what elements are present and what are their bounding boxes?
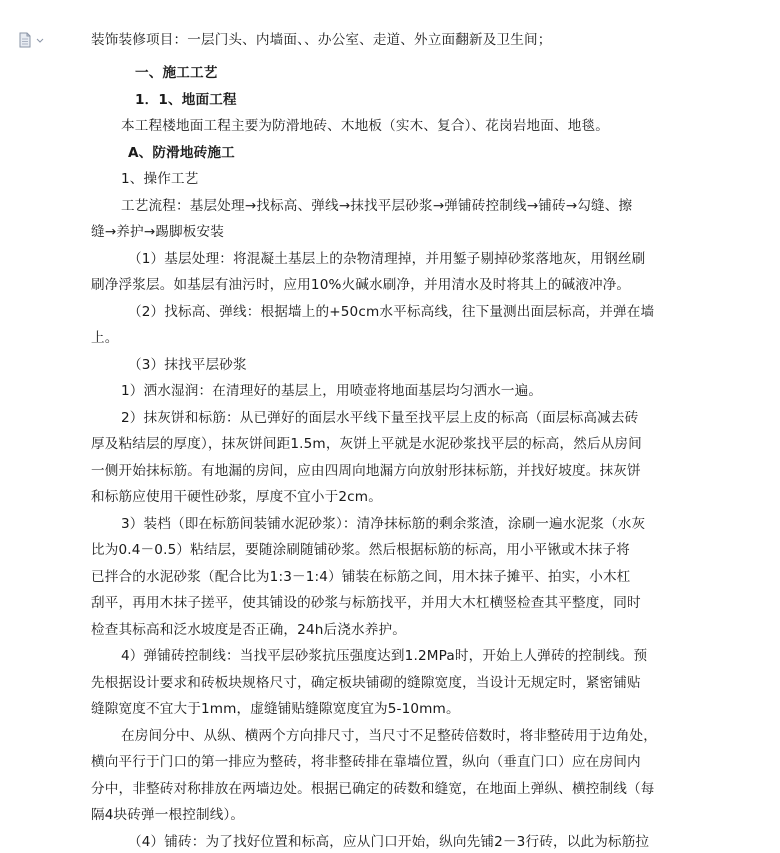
paragraph-line: 工艺流程：基层处理→找标高、弹线→抹找平层砂浆→弹铺砖控制线→铺砖→勾缝、擦	[121, 198, 633, 214]
paragraph-line: 横向平行于门口的第一排应为整砖，将非整砖排在靠墙位置，纵向（垂直门口）应在房间内	[91, 754, 641, 770]
paragraph-line: （2）找标高、弹线：根据墙上的+50cm水平标高线，往下量测出面层标高，并弹在墙	[128, 304, 655, 320]
paragraph-line: 已拌合的水泥砂浆（配合比为1:3－1:4）铺装在标筋之间，用木抹子摊平、拍实，小木杠	[91, 569, 631, 585]
paragraph-line: 3）装档（即在标筋间装铺水泥砂浆）：清净抹标筋的剩余浆渣，涂刷一遍水泥浆（水灰	[121, 516, 646, 532]
paragraph-line: 1）洒水湿润：在清理好的基层上，用喷壶将地面基层均匀洒水一遍。	[121, 383, 543, 399]
paragraph-line: （1）基层处理：将混凝土基层上的杂物清理掉，并用錾子剔掉砂浆落地灰，用钢丝刷	[128, 251, 646, 267]
paragraph-line: 本工程楼地面工程主要为防滑地砖、木地板（实木、复合）、花岗岩地面、地毯。	[121, 118, 609, 134]
paragraph-line: 分中，非整砖对称排放在两墙边处。根据已确定的砖数和缝宽，在地面上弹纵、横控制线（每	[91, 781, 655, 797]
paragraph-line: 缝隙宽度不宜大于1mm，虚缝铺贴缝隙宽度宜为5-10mm。	[91, 701, 460, 717]
paragraph-line: 一侧开始抹标筋。有地漏的房间，应由四周向地漏方向放射形抹标筋，并找好坡度。抹灰饼	[91, 463, 641, 479]
subsection-heading-floor-works: 1．1、地面工程	[135, 92, 237, 108]
paragraph-line: 缝→养护→踢脚板安装	[91, 224, 225, 240]
paragraph-line: 厚及粘结层的厚度），抹灰饼间距1.5m，灰饼上平就是水泥砂浆找平层的标高，然后从房间	[91, 436, 642, 452]
document-icon[interactable]	[18, 32, 48, 48]
paragraph-line: 刮平，再用木抹子搓平，使其铺设的砂浆与标筋找平，并用大木杠横竖检查其平整度，同时	[91, 595, 641, 611]
list-heading-operation: 1、操作工艺	[121, 171, 199, 187]
project-scope-line: 装饰装修项目：一层门头、内墙面、、办公室、走道、外立面翻新及卫生间；	[91, 32, 552, 48]
paragraph-line: 2）抹灰饼和标筋：从已弹好的面层水平线下量至找平层上皮的标高（面层标高减去砖	[121, 410, 639, 426]
paragraph-line: 和标筋应使用干硬性砂浆，厚度不宜小于2cm。	[91, 489, 382, 505]
subsection-heading-tile: A、防滑地砖施工	[128, 145, 235, 161]
list-heading: （3）抹找平层砂浆	[128, 357, 247, 373]
paragraph-line: 隔4块砖弹一根控制线）。	[91, 807, 245, 823]
paragraph-line: 上。	[91, 330, 119, 346]
paragraph-line: 在房间分中、从纵、横两个方向排尺寸，当尺寸不足整砖倍数时，将非整砖用于边角处，	[121, 728, 658, 744]
paragraph-line: 检查其标高和泛水坡度是否正确，24h后浇水养护。	[91, 622, 406, 638]
section-heading-construction-process: 一、施工工艺	[135, 65, 218, 81]
paragraph-line: 先根据设计要求和砖板块规格尺寸，确定板块铺砌的缝隙宽度，当设计无规定时，紧密铺贴	[91, 675, 641, 691]
paragraph-line: （4）铺砖：为了找好位置和标高，应从门口开始，纵向先铺2－3行砖，以此为标筋拉	[128, 834, 650, 850]
paragraph-line: 刷净浮浆层。如基层有油污时，应用10%火碱水刷净，并用清水及时将其上的碱液冲净。	[91, 277, 631, 293]
paragraph-line: 比为0.4－0.5）粘结层，要随涂刷随铺砂浆。然后根据标筋的标高，用小平锹或木抹子将	[91, 542, 630, 558]
paragraph-line: 4）弹铺砖控制线：当找平层砂浆抗压强度达到1.2MPa时，开始上人弹砖的控制线。预	[121, 648, 648, 664]
